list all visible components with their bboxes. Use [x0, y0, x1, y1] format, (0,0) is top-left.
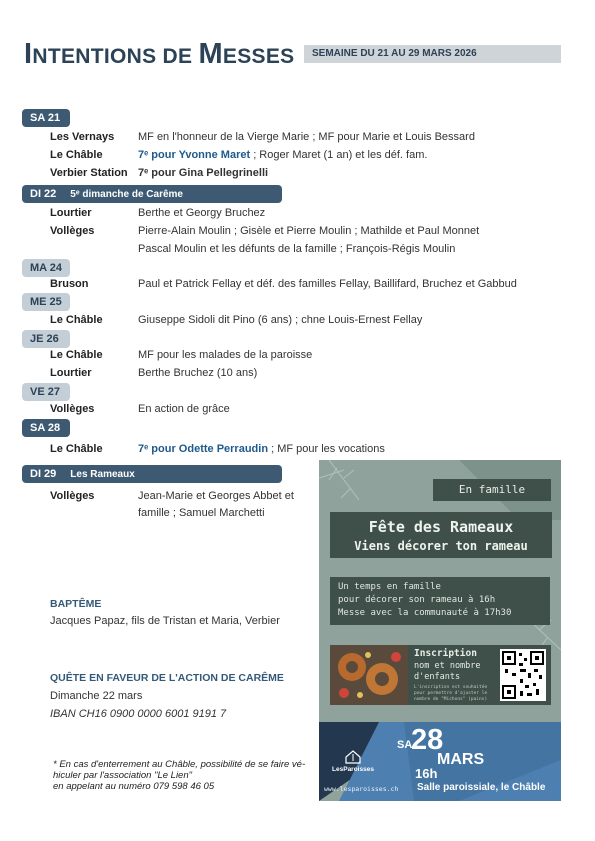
day-label: DI 29 Les Rameaux [22, 465, 282, 483]
footnote: * En cas d'enterrement au Châble, possibilité de se faire vé- hiculer par l'association "Le Lien" en appelant au numéro 079 598 46 05 [53, 759, 306, 792]
quete-iban: IBAN CH16 0900 0000 6001 9191 7 [50, 708, 227, 720]
bapteme-text: Jacques Papaz, fils de Tristan et Maria, Verbier [50, 615, 280, 627]
location: Bruson [50, 278, 89, 290]
intention: MF en l'honneur de la Vierge Marie ; MF pour Marie et Louis Bessard [138, 131, 475, 143]
day-label: SA 21 [22, 109, 70, 127]
week-banner: SEMAINE DU 21 AU 29 MARS 2026 [304, 45, 561, 63]
intention: Giuseppe Sidoli dit Pino (6 ans) ; chne Louis-Ernest Fellay [138, 314, 423, 326]
intention: Berthe Bruchez (10 ans) [138, 367, 258, 379]
intention: Pierre-Alain Moulin ; Gisèle et Pierre Moulin ; Mathilde et Paul Monnet [138, 225, 480, 237]
poster-title: Fête des Rameaux [368, 518, 514, 536]
location: Le Châble [50, 443, 103, 455]
pretzel-icon [330, 645, 408, 705]
location: Le Châble [50, 314, 103, 326]
intention: famille ; Samuel Marchetti [138, 507, 265, 519]
qr-code-icon[interactable] [500, 649, 546, 701]
lesparoisses-logo: LesParoisses [323, 750, 383, 776]
poster-title-box [330, 512, 552, 558]
seventh-mass: 7ᵉ pour Gina Pellegrinelli [138, 167, 269, 179]
intention: Berthe et Georgy Bruchez [138, 207, 266, 219]
day-label: VE 27 [22, 383, 70, 401]
poster-subtitle: Viens décorer ton rameau [354, 539, 528, 553]
location: Vollèges [50, 225, 95, 237]
church-icon [343, 750, 363, 764]
location: Lourtier [50, 367, 92, 379]
intention: En action de grâce [138, 403, 230, 415]
location: Les Vernays [50, 131, 115, 143]
day-label: JE 26 [22, 330, 70, 348]
family-tag: En famille [433, 479, 551, 501]
intention: Jean-Marie et Georges Abbet et [138, 490, 294, 502]
day-label: SA 28 [22, 419, 70, 437]
day-label: MA 24 [22, 259, 70, 277]
website-link[interactable]: www.lesparoisses.ch [324, 785, 399, 793]
page-title: INTENTIONS DE MESSES [24, 38, 295, 70]
intention: 7ᵉ pour Yvonne Maret ; Roger Maret (1 an) et les déf. fam. [138, 149, 428, 161]
liturgical-day: Les Rameaux [70, 469, 135, 480]
day-label: ME 25 [22, 293, 70, 311]
intention: Paul et Patrick Fellay et déf. des familles Fellay, Baillifard, Bruchez et Gabbud [138, 278, 517, 290]
quete-date: Dimanche 22 mars [50, 690, 143, 702]
poster-info: Un temps en famille pour décorer son rameau à 16h Messe avec la communauté à 17h30 [330, 577, 550, 625]
intention: 7ᵉ pour Odette Perraudin ; MF pour les vocations [138, 443, 385, 455]
day-label: DI 22 5ᵉ dimanche de Carême [22, 185, 282, 203]
seventh-mass: 7ᵉ pour Odette Perraudin [138, 443, 269, 455]
inscription-box: Inscription nom et nombre d'enfants L'inscription est souhaitée pour permettre d'ajuster le nombre de "Michons" (pains) [408, 645, 551, 705]
bapteme-heading: BAPTÊME [50, 598, 102, 610]
rameaux-poster: En famille Fête des Rameaux Viens décorer ton rameau Un temps en famille pour décorer son rameau à 16h Messe avec la communauté à 17h30 Inscription nom et nombre d'enfants L'inscription est souhaitée pour permettre d'ajuster le nombre de "Michons" (pains) SA 28 MARS 16h Salle paroissiale, le Châble LesParoisses www.lesparoisses.ch [319, 460, 561, 801]
seventh-mass: 7ᵉ pour Yvonne Maret [138, 149, 251, 161]
intention: MF pour les malades de la paroisse [138, 349, 313, 361]
location: Verbier Station [50, 167, 128, 179]
location: Le Châble [50, 349, 103, 361]
location: Vollèges [50, 490, 95, 502]
quete-heading: QUÊTE EN FAVEUR DE L'ACTION DE CARÊME [50, 672, 284, 684]
intention: Pascal Moulin et les défunts de la famille ; François-Régis Moulin [138, 243, 456, 255]
rameau-photo [330, 645, 408, 705]
location: Le Châble [50, 149, 103, 161]
liturgical-day: 5ᵉ dimanche de Carême [70, 189, 183, 200]
location: Vollèges [50, 403, 95, 415]
location: Lourtier [50, 207, 92, 219]
